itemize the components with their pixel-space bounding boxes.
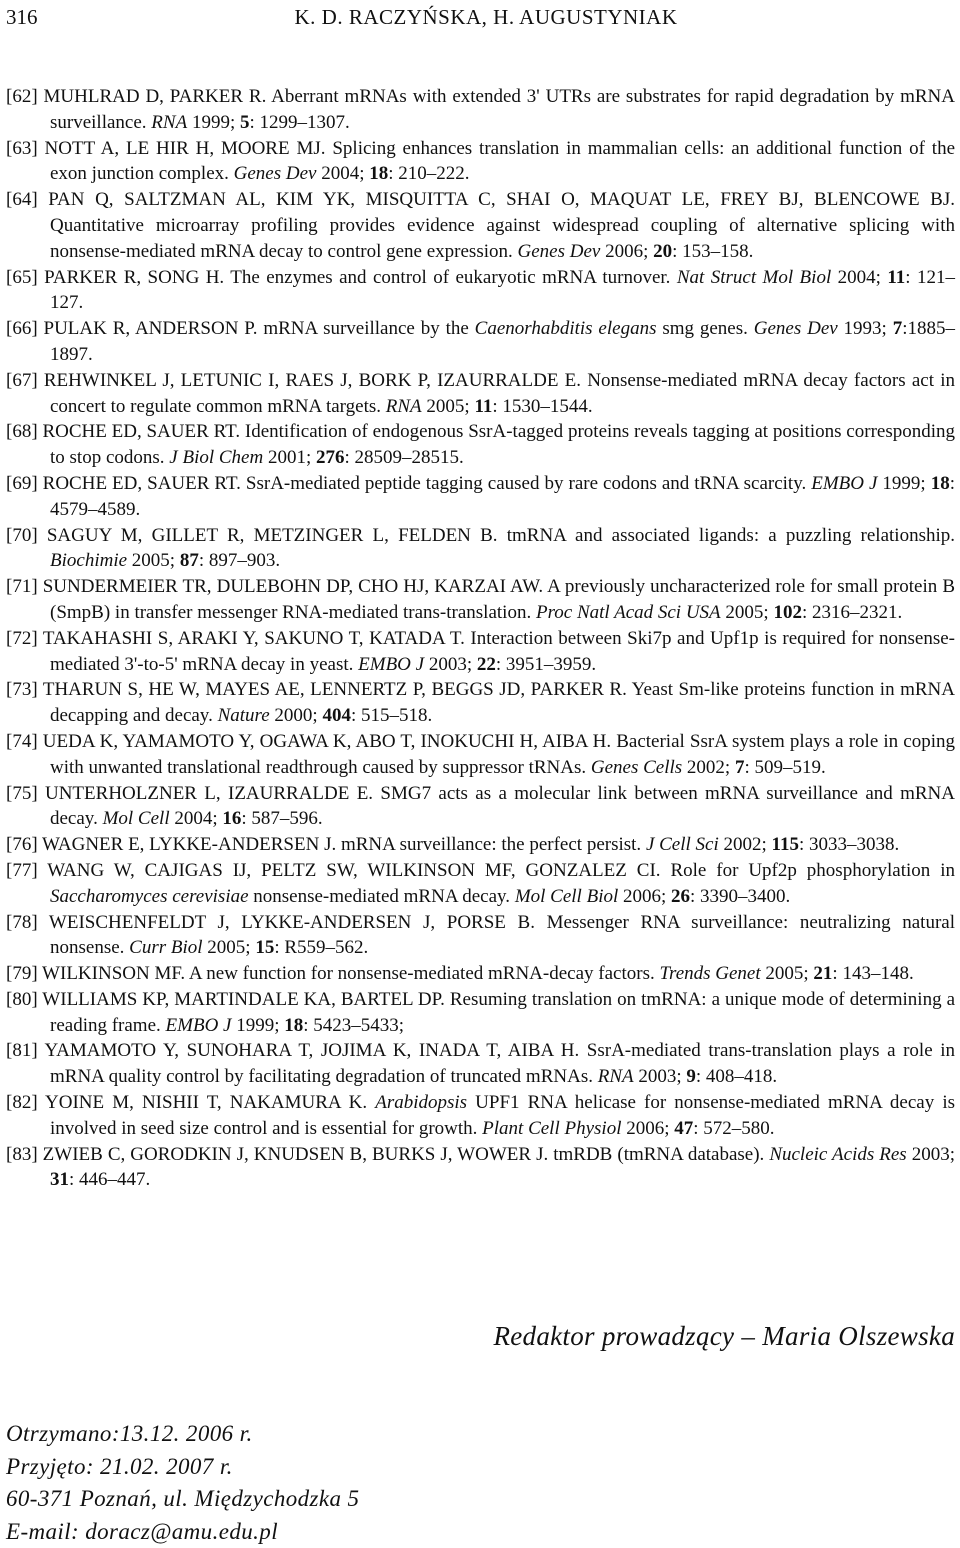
volume-number: 16 bbox=[222, 808, 241, 829]
reference-entry bbox=[6, 187, 955, 264]
volume-number: 87 bbox=[180, 550, 199, 571]
reference-text: [72] TAKAHASHI S, ARAKI Y, SAKUNO T, KATADA T. Interaction between Ski7p and Upf1p is required for nonsense-mediated 3'-to-5' mRNA decay in yeast. bbox=[6, 628, 955, 675]
reference-text: 1999; bbox=[187, 112, 240, 133]
reference-text: 2004; bbox=[170, 808, 223, 829]
volume-number: 21 bbox=[813, 963, 832, 984]
reference-text: [74] UEDA K, YAMAMOTO Y, OGAWA K, ABO T, INOKUCHI H, AIBA H. Bacterial SsrA system plays a role in coping with unwanted translational readthrough caused by suppressor tRNAs. bbox=[6, 731, 955, 778]
reference-text: 1999; bbox=[877, 473, 930, 494]
volume-number: 20 bbox=[653, 241, 672, 262]
page-number: 316 bbox=[6, 2, 38, 32]
italic-text: RNA bbox=[386, 396, 422, 417]
volume-number: 18 bbox=[931, 473, 950, 494]
reference-entry bbox=[6, 1090, 955, 1142]
reference-text: 2005; bbox=[127, 550, 180, 571]
reference-text: : 509–519. bbox=[744, 757, 825, 778]
reference-text: : 3390–3400. bbox=[690, 886, 790, 907]
reference-text: : 408–418. bbox=[696, 1066, 777, 1087]
reference-list bbox=[6, 84, 955, 1193]
reference-text: 2005; bbox=[721, 602, 774, 623]
reference-text: [69] ROCHE ED, SAUER RT. SsrA-mediated peptide tagging caused by rare codons and tRNA scarcity. bbox=[6, 473, 811, 494]
reference-entry bbox=[6, 574, 955, 626]
reference-text: : 897–903. bbox=[199, 550, 280, 571]
reference-text: : 3951–3959. bbox=[496, 654, 596, 675]
italic-text: Genes Dev bbox=[234, 163, 317, 184]
received-date: Otrzymano:13.12. 2006 r. bbox=[6, 1418, 359, 1451]
reference-text: [81] YAMAMOTO Y, SUNOHARA T, JOJIMA K, INADA T, AIBA H. SsrA-mediated trans-translation plays a role in mRNA quality control by facilitating degradation of truncated mRNAs. bbox=[6, 1040, 955, 1087]
volume-number: 18 bbox=[284, 1015, 303, 1036]
italic-text: Mol Cell Biol bbox=[515, 886, 618, 907]
reference-text: 2002; bbox=[682, 757, 735, 778]
italic-text: Trends Genet bbox=[659, 963, 760, 984]
italic-text: RNA bbox=[598, 1066, 634, 1087]
reference-text: [68] ROCHE ED, SAUER RT. Identification of endogenous SsrA-tagged proteins reveals tagging at positions corresponding to stop codons. bbox=[6, 421, 955, 468]
reference-text: [70] SAGUY M, GILLET R, METZINGER L, FELDEN B. tmRNA and associated ligands: a puzzling relationship. bbox=[6, 525, 955, 546]
reference-entry bbox=[6, 832, 955, 858]
italic-text: RNA bbox=[151, 112, 187, 133]
reference-entry bbox=[6, 729, 955, 781]
volume-number: 5 bbox=[240, 112, 250, 133]
reference-text: :1885–1897. bbox=[50, 318, 955, 365]
reference-entry bbox=[6, 1038, 955, 1090]
reference-text: : 4579–4589. bbox=[50, 473, 955, 520]
reference-entry bbox=[6, 858, 955, 910]
volume-number: 31 bbox=[50, 1169, 69, 1190]
reference-entry bbox=[6, 265, 955, 317]
italic-text: Mol Cell bbox=[103, 808, 170, 829]
reference-text: [64] PAN Q, SALTZMAN AL, KIM YK, MISQUITTA C, SHAI O, MAQUAT LE, FREY BJ, BLENCOWE BJ. Quantitative microarray profiling provides evidence against widespread coupling of alternative splicing with nonsense-mediated mRNA decay to control gene expression. bbox=[6, 189, 955, 262]
reference-text: [71] SUNDERMEIER TR, DULEBOHN DP, CHO HJ, KARZAI AW. A previously uncharacterized role for small protein B (SmpB) in transfer messenger RNA-mediated trans-translation. bbox=[6, 576, 955, 623]
reference-text: : 153–158. bbox=[672, 241, 753, 262]
reference-entry bbox=[6, 368, 955, 420]
reference-entry bbox=[6, 471, 955, 523]
volume-number: 404 bbox=[322, 705, 351, 726]
reference-text: : 5423–5433; bbox=[303, 1015, 404, 1036]
page-header bbox=[6, 2, 960, 32]
italic-text: Plant Cell Physiol bbox=[482, 1118, 621, 1139]
reference-text: 2005; bbox=[203, 937, 256, 958]
reference-text: 2004; bbox=[316, 163, 369, 184]
reference-text: : 3033–3038. bbox=[799, 834, 899, 855]
volume-number: 115 bbox=[772, 834, 799, 855]
reference-text: [79] WILKINSON MF. A new function for nonsense-mediated mRNA-decay factors. bbox=[6, 963, 659, 984]
volume-number: 11 bbox=[474, 396, 492, 417]
reference-text: smg genes. bbox=[656, 318, 753, 339]
reference-text: 2003; bbox=[634, 1066, 687, 1087]
reference-text: [73] THARUN S, HE W, MAYES AE, LENNERTZ P, BEGGS JD, PARKER R. Yeast Sm-like proteins function in mRNA decapping and decay. bbox=[6, 679, 955, 726]
italic-text: Caenorhabditis elegans bbox=[475, 318, 657, 339]
reference-text: [77] WANG W, CAJIGAS IJ, PELTZ SW, WILKINSON MF, GONZALEZ CI. Role for Upf2p phosphorylation in bbox=[6, 860, 955, 881]
reference-text: 1993; bbox=[838, 318, 893, 339]
italic-text: Biochimie bbox=[50, 550, 127, 571]
reference-text: [65] PARKER R, SONG H. The enzymes and control of eukaryotic mRNA turnover. bbox=[6, 267, 677, 288]
volume-number: 9 bbox=[686, 1066, 696, 1087]
italic-text: Curr Biol bbox=[129, 937, 202, 958]
volume-number: 22 bbox=[477, 654, 496, 675]
reference-text: 2004; bbox=[831, 267, 887, 288]
reference-text: [78] WEISCHENFELDT J, LYKKE-ANDERSEN J, PORSE B. Messenger RNA surveillance: neutralizing natural nonsense. bbox=[6, 912, 955, 959]
italic-text: Nat Struct Mol Biol bbox=[677, 267, 831, 288]
editor-line: Redaktor prowadzący – Maria Olszewska bbox=[493, 1321, 955, 1352]
reference-entry bbox=[6, 419, 955, 471]
volume-number: 102 bbox=[773, 602, 802, 623]
reference-text: 2006; bbox=[600, 241, 653, 262]
reference-text: [63] NOTT A, LE HIR H, MOORE MJ. Splicing enhances translation in mammalian cells: an additional function of the exon junction complex. bbox=[6, 138, 955, 185]
reference-text: : 1530–1544. bbox=[492, 396, 592, 417]
postal-address: 60-371 Poznań, ul. Międzychodzka 5 bbox=[6, 1483, 359, 1516]
italic-text: EMBO J bbox=[358, 654, 424, 675]
submission-info bbox=[6, 1418, 359, 1548]
reference-entry bbox=[6, 523, 955, 575]
reference-text: [76] WAGNER E, LYKKE-ANDERSEN J. mRNA surveillance: the perfect persist. bbox=[6, 834, 646, 855]
reference-text: [67] REHWINKEL J, LETUNIC I, RAES J, BORK P, IZAURRALDE E. Nonsense-mediated mRNA decay factors act in concert to regulate common mRNA targets. bbox=[6, 370, 955, 417]
reference-text: 2005; bbox=[761, 963, 814, 984]
reference-entry bbox=[6, 136, 955, 188]
italic-text: Proc Natl Acad Sci USA bbox=[536, 602, 721, 623]
reference-entry bbox=[6, 987, 955, 1039]
italic-text: Genes Dev bbox=[518, 241, 601, 262]
reference-text: [82] YOINE M, NISHII T, NAKAMURA K. bbox=[6, 1092, 375, 1113]
volume-number: 18 bbox=[369, 163, 388, 184]
italic-text: EMBO J bbox=[811, 473, 877, 494]
reference-text: 2003; bbox=[424, 654, 477, 675]
running-head: K. D. RACZYŃSKA, H. AUGUSTYNIAK bbox=[6, 2, 960, 32]
italic-text: Arabidopsis bbox=[375, 1092, 467, 1113]
reference-text: : 2316–2321. bbox=[802, 602, 902, 623]
reference-entry bbox=[6, 781, 955, 833]
volume-number: 276 bbox=[316, 447, 345, 468]
reference-text: : 1299–1307. bbox=[249, 112, 349, 133]
reference-text: : 446–447. bbox=[69, 1169, 150, 1190]
reference-text: : 143–148. bbox=[832, 963, 913, 984]
italic-text: Genes Dev bbox=[754, 318, 838, 339]
reference-text: : 572–580. bbox=[693, 1118, 774, 1139]
volume-number: 11 bbox=[887, 267, 905, 288]
reference-text: : 515–518. bbox=[351, 705, 432, 726]
reference-entry bbox=[6, 626, 955, 678]
reference-text: [75] UNTERHOLZNER L, IZAURRALDE E. SMG7 acts as a molecular link between mRNA surveillance and mRNA decay. bbox=[6, 783, 955, 830]
volume-number: 47 bbox=[674, 1118, 693, 1139]
italic-text: Saccharomyces cerevisiae bbox=[50, 886, 249, 907]
reference-entry bbox=[6, 316, 955, 368]
reference-text: [66] PULAK R, ANDERSON P. mRNA surveillance by the bbox=[6, 318, 475, 339]
reference-entry bbox=[6, 910, 955, 962]
reference-text: [62] MUHLRAD D, PARKER R. Aberrant mRNAs with extended 3' UTRs are substrates for rapid degradation by mRNA surveillance. bbox=[6, 86, 955, 133]
italic-text: Nature bbox=[218, 705, 270, 726]
reference-text: UPF1 RNA helicase for nonsense-mediated mRNA decay is involved in seed size control and is essential for growth. bbox=[50, 1092, 955, 1139]
accepted-date: Przyjęto: 21.02. 2007 r. bbox=[6, 1451, 359, 1484]
reference-text: [83] ZWIEB C, GORODKIN J, KNUDSEN B, BURKS J, WOWER J. tmRDB (tmRNA database). bbox=[6, 1144, 769, 1165]
reference-text: : 210–222. bbox=[388, 163, 469, 184]
volume-number: 7 bbox=[893, 318, 903, 339]
reference-text: 1999; bbox=[231, 1015, 284, 1036]
italic-text: Nucleic Acids Res bbox=[769, 1144, 906, 1165]
volume-number: 7 bbox=[735, 757, 745, 778]
italic-text: J Biol Chem bbox=[169, 447, 263, 468]
reference-entry bbox=[6, 677, 955, 729]
volume-number: 15 bbox=[255, 937, 274, 958]
italic-text: J Cell Sci bbox=[646, 834, 719, 855]
reference-entry bbox=[6, 1142, 955, 1194]
reference-text: 2006; bbox=[621, 1118, 674, 1139]
reference-text: 2005; bbox=[422, 396, 475, 417]
reference-text: 2006; bbox=[618, 886, 671, 907]
reference-text: 2001; bbox=[263, 447, 316, 468]
reference-text: 2000; bbox=[270, 705, 323, 726]
reference-text: : R559–562. bbox=[274, 937, 368, 958]
reference-text: 2003; bbox=[907, 1144, 955, 1165]
reference-text: : 121–127. bbox=[50, 267, 955, 314]
reference-text: 2002; bbox=[719, 834, 772, 855]
reference-entry bbox=[6, 84, 955, 136]
italic-text: Genes Cells bbox=[591, 757, 682, 778]
reference-text: [80] WILLIAMS KP, MARTINDALE KA, BARTEL DP. Resuming translation on tmRNA: a unique mode of determining a reading frame. bbox=[6, 989, 955, 1036]
volume-number: 26 bbox=[671, 886, 690, 907]
email-address: E-mail: doracz@amu.edu.pl bbox=[6, 1516, 359, 1548]
italic-text: EMBO J bbox=[166, 1015, 232, 1036]
reference-text: : 587–596. bbox=[241, 808, 322, 829]
reference-entry bbox=[6, 961, 955, 987]
reference-text: : 28509–28515. bbox=[345, 447, 464, 468]
reference-text: nonsense-mediated mRNA decay. bbox=[249, 886, 515, 907]
